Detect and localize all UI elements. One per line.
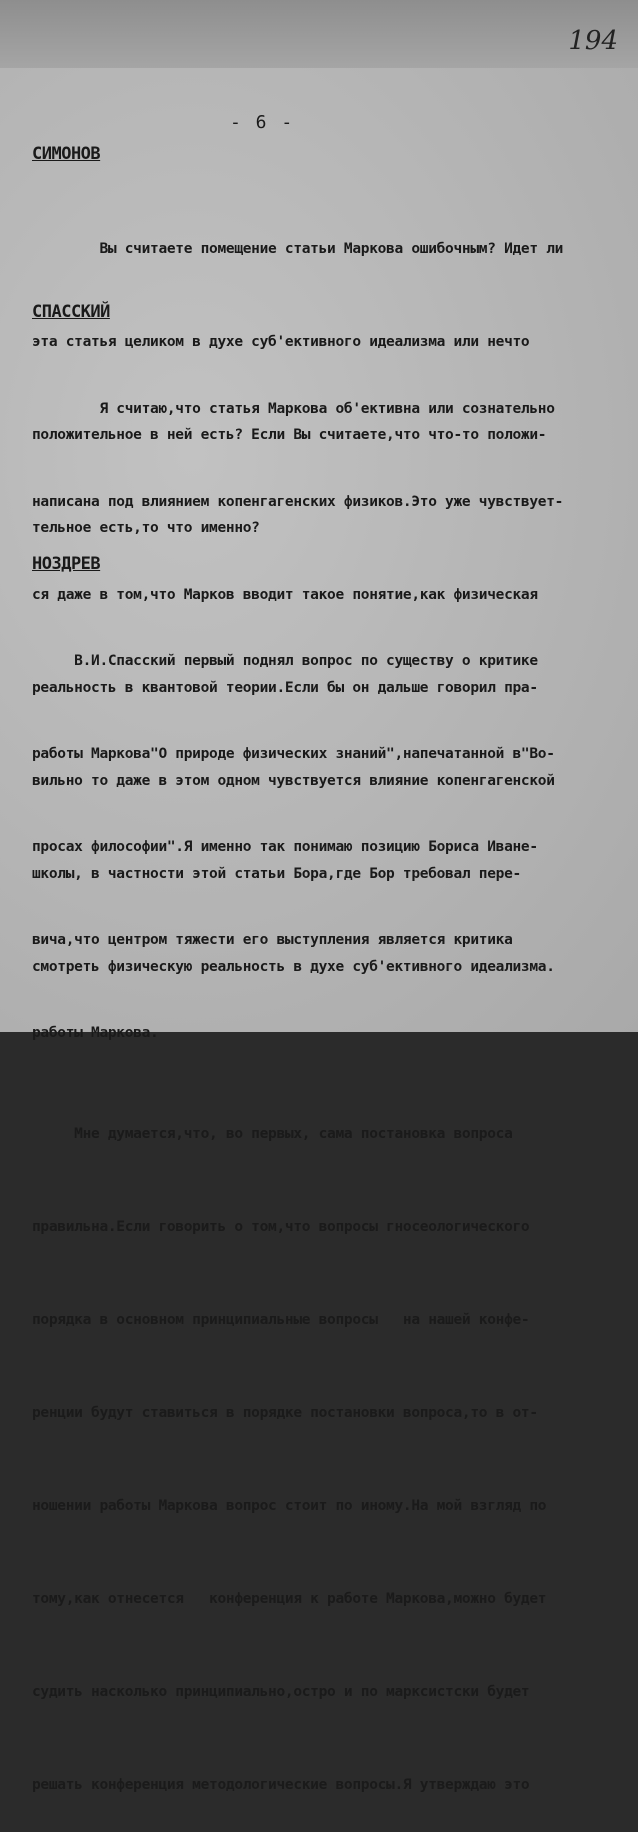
folio-number: 194 (568, 26, 618, 56)
speaker-nozdrev-text (32, 584, 632, 1832)
text-line: Вы считаете помещение статьи Маркова ошибочным? Идет ли (32, 241, 564, 257)
text-line: Я считаю,что статья Маркова об'ективна или сознательно (32, 401, 555, 417)
text-line: В.И.Спасский первый поднял вопрос по существу о критике (32, 653, 538, 669)
speaker-simonov: СИМОНОВ (32, 144, 101, 164)
text-line: тельное есть,то что именно? (32, 520, 260, 536)
text-line: ношении работы Маркова вопрос стоит по иному.На мой взгляд по (32, 1498, 547, 1514)
text-line: положительное в ней есть? Если Вы считаете,что что-то положи- (32, 427, 547, 443)
text-line: школы, в частности этой статьи Бора,где Бор требовал пере- (32, 866, 521, 882)
text-line: реальность в квантовой теории.Если бы он дальше говорил пра- (32, 680, 538, 696)
text-line: правильна.Если говорить о том,что вопросы гносеологического (32, 1219, 530, 1235)
text-line: работы Маркова"О природе физических знаний",напечатанной в"Во- (32, 746, 555, 762)
speaker-nozdrev: НОЗДРЕВ (32, 554, 101, 574)
film-strip-margin (0, 0, 638, 70)
text-line: работы Маркова. (32, 1025, 159, 1041)
text-line: просах философии".Я именно так понимаю позицию Бориса Иване- (32, 839, 538, 855)
page-number: - 6 - (230, 112, 295, 133)
text-line: смотреть физическую реальность в духе суб'ективного идеализма. (32, 959, 555, 975)
text-line: порядка в основном принципиальные вопросы на нашей конфе- (32, 1312, 530, 1328)
text-line: Мне думается,что, во первых, сама постановка вопроса (32, 1126, 513, 1142)
speaker-spassky: СПАССКИЙ (32, 302, 110, 322)
text-line: написана под влиянием копенгагенских физиков.Это уже чувствует- (32, 494, 564, 510)
text-line: тому,как отнесется конференция к работе Маркова,можно будет (32, 1591, 547, 1607)
text-line: решать конференция методологические вопросы.Я утверждаю это (32, 1777, 530, 1793)
text-line: ренции будут ставиться в порядке постановки вопроса,то в от- (32, 1405, 538, 1421)
text-line: вильно то даже в этом одном чувствуется влияние копенгагенской (32, 773, 555, 789)
text-line: ся даже в том,что Марков вводит такое понятие,как физическая (32, 587, 538, 603)
text-line: вича,что центром тяжести его выступления является критика (32, 932, 513, 948)
text-line: эта статья целиком в духе суб'ективного идеализма или нечто (32, 334, 530, 350)
text-line: судить насколько принципиально,остро и по марксистски будет (32, 1684, 530, 1700)
